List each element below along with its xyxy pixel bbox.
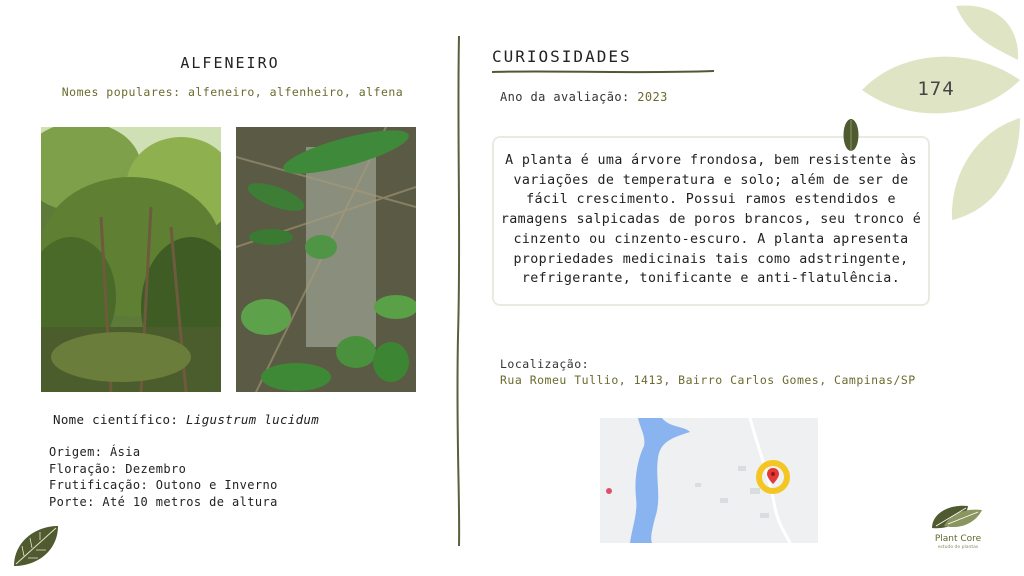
title-underline [492,68,714,76]
curiosities-title: CURIOSIDADES [492,47,632,66]
tree-photo [41,127,221,392]
flowering-text: Floração: Dezembro [49,461,187,476]
size-text: Porte: Até 10 metros de altura [49,494,278,509]
location-address: Rua Romeu Tullio, 1413, Bairro Carlos Gomes, Campinas/SP [500,373,916,387]
leaf-icon [842,118,860,152]
leaves-photo [236,127,416,392]
year-label: Ano da avaliação: [500,90,630,104]
page-number: 174 [917,78,955,100]
logo-tagline: estudo de plantas [937,545,979,550]
scientific-label: Nome científico: [53,412,179,427]
year-value: 2023 [637,90,668,104]
scientific-value: Ligustrum lucidum [186,412,320,427]
leaf-decoration-icon [10,522,62,570]
location-map[interactable] [600,418,818,543]
plant-name: ALFENEIRO [180,54,280,72]
plant-core-logo-icon [928,502,984,532]
description-text: A planta é uma árvore frondosa, bem resistente às variações de temperatura e solo; além de ser de fácil crescimento. Possui ramos estendidos e ramagens salpicadas de poros brancos, seu tronco é cinzento ou cinzento-escuro. A planta apresenta propriedades medicinais tais como adstringente, refrigerante, tonificante e anti-flatulência. [500,153,922,287]
plant-facts [49,444,278,510]
origin-text: Origem: Ásia [49,445,141,459]
scientific-name [53,412,319,427]
evaluation-year [500,90,668,104]
fruiting-text: Frutificação: Outono e Inverno [49,478,278,492]
vertical-divider [454,36,464,546]
decorative-leaves [860,0,1024,230]
logo-name: Plant Core [934,534,982,544]
popular-names: Nomes populares: alfeneiro, alfenheiro, alfena [61,85,404,99]
location-label: Localização: [500,357,590,371]
